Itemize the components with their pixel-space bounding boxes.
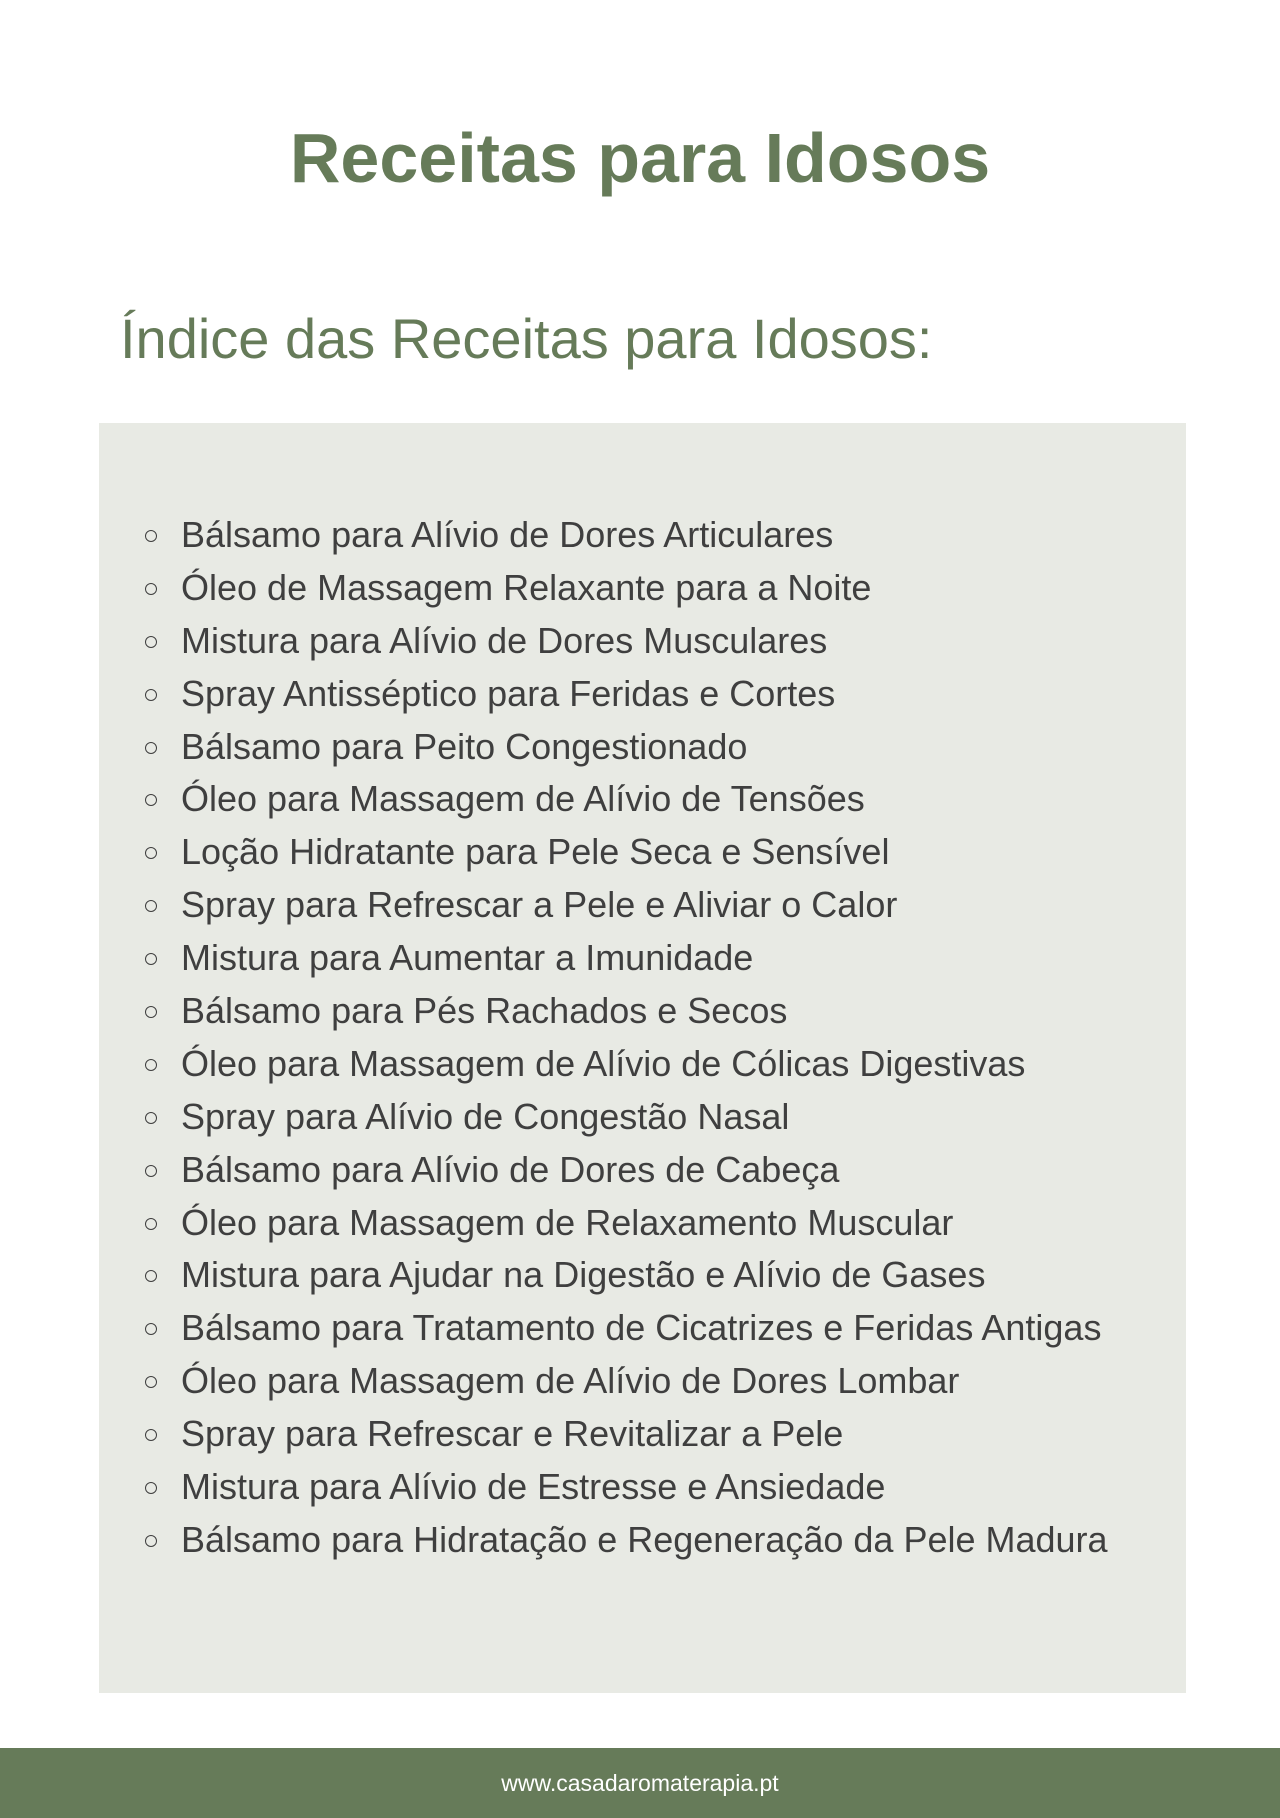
list-item-label: Spray para Refrescar a Pele e Aliviar o Calor xyxy=(181,884,898,926)
list-item xyxy=(99,1408,1108,1461)
circle-bullet-icon xyxy=(145,1006,157,1018)
recipe-list xyxy=(99,509,1108,1567)
list-item-label: Bálsamo para Alívio de Dores Articulares xyxy=(181,514,834,555)
list-item-label: Bálsamo para Pés Rachados e Secos xyxy=(181,990,788,1032)
index-heading: Índice das Receitas para Idosos: xyxy=(120,307,933,370)
list-item-label: Bálsamo para Alívio de Dores de Cabeça xyxy=(181,1148,840,1190)
list-item xyxy=(99,826,1108,879)
list-item-label: Mistura para Aumentar a Imunidade xyxy=(181,937,754,979)
list-item-label: Óleo para Massagem de Alívio de Dores Lombar xyxy=(181,1360,960,1402)
list-item xyxy=(99,1197,1108,1250)
list-item-label: Spray para Refrescar e Revitalizar a Pele xyxy=(181,1413,844,1455)
recipe-index-box xyxy=(99,423,1186,1693)
list-item-label: Loção Hidratante para Pele Seca e Sensível xyxy=(181,831,890,873)
circle-bullet-icon xyxy=(145,636,157,648)
list-item xyxy=(99,721,1108,774)
list-item-label: Óleo para Massagem de Alívio de Cólicas Digestivas xyxy=(181,1042,1026,1084)
circle-bullet-icon xyxy=(145,1059,157,1071)
circle-bullet-icon xyxy=(145,530,157,542)
circle-bullet-icon xyxy=(145,1482,157,1494)
circle-bullet-icon xyxy=(145,1323,157,1335)
circle-bullet-icon xyxy=(145,689,157,701)
list-item xyxy=(99,1514,1108,1567)
circle-bullet-icon xyxy=(145,742,157,754)
list-item xyxy=(99,985,1108,1038)
page-title: Receitas para Idosos xyxy=(289,119,991,197)
list-item xyxy=(99,932,1108,985)
list-item-label: Bálsamo para Tratamento de Cicatrizes e Feridas Antigas xyxy=(181,1307,1102,1349)
circle-bullet-icon xyxy=(145,1218,157,1230)
circle-bullet-icon xyxy=(145,794,157,806)
circle-bullet-icon xyxy=(145,1112,157,1124)
list-item-label: Spray para Alívio de Congestão Nasal xyxy=(181,1095,790,1137)
list-item-label: Óleo para Massagem de Relaxamento Muscular xyxy=(181,1201,954,1243)
list-item-label: Spray Antisséptico para Feridas e Cortes xyxy=(181,672,836,714)
circle-bullet-icon xyxy=(145,1376,157,1388)
footer xyxy=(0,1748,1280,1818)
list-item-label: Óleo de Massagem Relaxante para a Noite xyxy=(181,566,872,608)
circle-bullet-icon xyxy=(145,583,157,595)
list-item-label: Bálsamo para Peito Congestionado xyxy=(181,725,748,767)
circle-bullet-icon xyxy=(145,847,157,859)
list-item-label: Mistura para Alívio de Estresse e Ansiedade xyxy=(181,1466,886,1508)
list-item xyxy=(99,1091,1108,1144)
circle-bullet-icon xyxy=(145,953,157,965)
circle-bullet-icon xyxy=(145,900,157,912)
list-item xyxy=(99,1461,1108,1514)
list-item xyxy=(99,1302,1108,1355)
circle-bullet-icon xyxy=(145,1535,157,1547)
list-item xyxy=(99,1249,1108,1302)
list-item xyxy=(99,773,1108,826)
list-item xyxy=(99,509,1108,562)
list-item xyxy=(99,615,1108,668)
list-item-label: Bálsamo para Hidratação e Regeneração da Pele Madura xyxy=(181,1518,1108,1560)
list-item xyxy=(99,1038,1108,1091)
circle-bullet-icon xyxy=(145,1270,157,1282)
list-item xyxy=(99,1355,1108,1408)
list-item-label: Óleo para Massagem de Alívio de Tensões xyxy=(181,778,865,820)
list-item-label: Mistura para Ajudar na Digestão e Alívio de Gases xyxy=(181,1254,986,1296)
website-link[interactable]: www.casadaromaterapia.pt xyxy=(501,1770,779,1796)
list-item-label: Mistura para Alívio de Dores Musculares xyxy=(181,619,828,661)
circle-bullet-icon xyxy=(145,1165,157,1177)
circle-bullet-icon xyxy=(145,1429,157,1441)
list-item xyxy=(99,1144,1108,1197)
list-item xyxy=(99,879,1108,932)
list-item xyxy=(99,562,1108,615)
list-item xyxy=(99,668,1108,721)
